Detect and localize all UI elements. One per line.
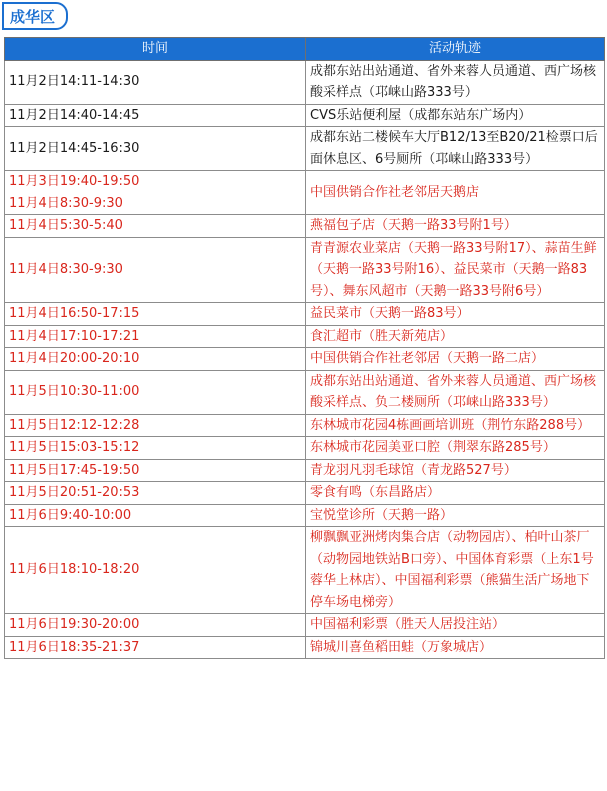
time-text: 11月5日17:45-19:50 xyxy=(9,462,140,478)
table-row xyxy=(5,459,605,482)
place-cell: CVS乐站便利屋（成都东站东广场内） xyxy=(306,104,605,127)
time-cell xyxy=(5,482,306,505)
time-text: 11月2日14:11-14:30 xyxy=(9,74,140,90)
place-cell: 东林城市花园美亚口腔（荆翠东路285号） xyxy=(306,437,605,460)
table-row xyxy=(5,237,605,303)
place-cell: 锦城川喜鱼稻田蛙（万象城店） xyxy=(306,636,605,659)
table-row xyxy=(5,215,605,238)
time-text: 11月3日19:40-19:50 xyxy=(9,174,140,189)
table-row xyxy=(5,504,605,527)
place-cell: 成都东站二楼候车大厅B12/13至B20/21检票口后面休息区、6号厕所（邛崃山路333号） xyxy=(306,127,605,171)
time-cell xyxy=(5,325,306,348)
table-row xyxy=(5,527,605,614)
table-row xyxy=(5,127,605,171)
time-cell xyxy=(5,348,306,371)
place-cell: 柳飘飘亚洲烤肉集合店（动物园店）、柏叶山茶厂（动物园地铁站B口旁）、中国体育彩票（上东1号蓉华上林店）、中国福利彩票（熊猫生活广场地下停车场电梯旁） xyxy=(306,527,605,614)
place-cell: 零食有鸣（东昌路店） xyxy=(306,482,605,505)
table-row xyxy=(5,303,605,326)
time-cell xyxy=(5,437,306,460)
track-column-header: 活动轨迹 xyxy=(306,38,605,61)
time-text: 11月6日18:35-21:37 xyxy=(9,639,140,655)
time-cell xyxy=(5,636,306,659)
time-text: 11月6日19:30-20:00 xyxy=(9,617,140,632)
table-row xyxy=(5,325,605,348)
place-cell: 中国供销合作社老邻居天鹅店 xyxy=(306,171,605,215)
time-cell xyxy=(5,215,306,238)
time-cell xyxy=(5,237,306,303)
table-row xyxy=(5,104,605,127)
time-cell xyxy=(5,459,306,482)
place-cell: 青龙羽凡羽毛球馆（青龙路527号） xyxy=(306,459,605,482)
place-cell: 益民菜市（天鹅一路83号） xyxy=(306,303,605,326)
time-text: 11月5日10:30-11:00 xyxy=(9,384,140,400)
table-row xyxy=(5,60,605,104)
time-cell xyxy=(5,527,306,614)
table-row xyxy=(5,437,605,460)
district-tag: 成华区 xyxy=(2,2,68,30)
place-cell: 东林城市花园4栋画画培训班（荆竹东路288号） xyxy=(306,414,605,437)
table-row xyxy=(5,348,605,371)
time-cell xyxy=(5,414,306,437)
time-text: 11月5日12:12-12:28 xyxy=(9,417,140,433)
table-row xyxy=(5,614,605,637)
table-row xyxy=(5,171,605,215)
time-cell xyxy=(5,127,306,171)
time-text: 11月4日5:30-5:40 xyxy=(9,218,123,233)
table-body xyxy=(5,60,605,659)
time-text: 11月6日18:10-18:20 xyxy=(9,562,140,578)
table-header-row xyxy=(5,38,605,61)
place-cell: 成都东站出站通道、省外来蓉人员通道、西广场核酸采样点、负二楼厕所（邛崃山路333号） xyxy=(306,370,605,414)
table-row xyxy=(5,482,605,505)
itinerary-table xyxy=(4,37,605,659)
time-text: 11月5日15:03-15:12 xyxy=(9,440,140,455)
table-row xyxy=(5,414,605,437)
time-cell xyxy=(5,370,306,414)
time-text: 11月2日14:40-14:45 xyxy=(9,107,140,123)
time-cell xyxy=(5,504,306,527)
time-cell xyxy=(5,60,306,104)
place-cell: 食汇超市（胜天新苑店） xyxy=(306,325,605,348)
time-text: 11月5日20:51-20:53 xyxy=(9,485,140,500)
time-cell xyxy=(5,614,306,637)
table-row xyxy=(5,370,605,414)
time-cell xyxy=(5,171,306,215)
table-row xyxy=(5,636,605,659)
time-text: 11月4日8:30-9:30 xyxy=(9,262,123,277)
time-text: 11月6日9:40-10:00 xyxy=(9,507,132,523)
place-cell: 成都东站出站通道、省外来蓉人员通道、西广场核酸采样点（邛崃山路333号） xyxy=(306,60,605,104)
time-text: 11月4日17:10-17:21 xyxy=(9,328,140,344)
place-cell: 中国福利彩票（胜天人居投注站） xyxy=(306,614,605,637)
time-cell xyxy=(5,303,306,326)
time-cell xyxy=(5,104,306,127)
time-column-header: 时间 xyxy=(5,38,306,61)
place-cell: 燕福包子店（天鹅一路33号附1号） xyxy=(306,215,605,238)
time-text: 11月4日16:50-17:15 xyxy=(9,306,140,321)
place-cell: 中国供销合作社老邻居（天鹅一路二店） xyxy=(306,348,605,371)
place-cell: 青青源农业菜店（天鹅一路33号附17）、蒜苗生鲜（天鹅一路33号附16）、益民菜市（天鹅一路83号）、舞东风超市（天鹅一路33号附6号） xyxy=(306,237,605,303)
time-text: 11月2日14:45-16:30 xyxy=(9,140,140,156)
time-text: 11月4日20:00-20:10 xyxy=(9,351,140,366)
time-text: 11月4日8:30-9:30 xyxy=(9,195,123,211)
place-cell: 宝悦堂诊所（天鹅一路） xyxy=(306,504,605,527)
